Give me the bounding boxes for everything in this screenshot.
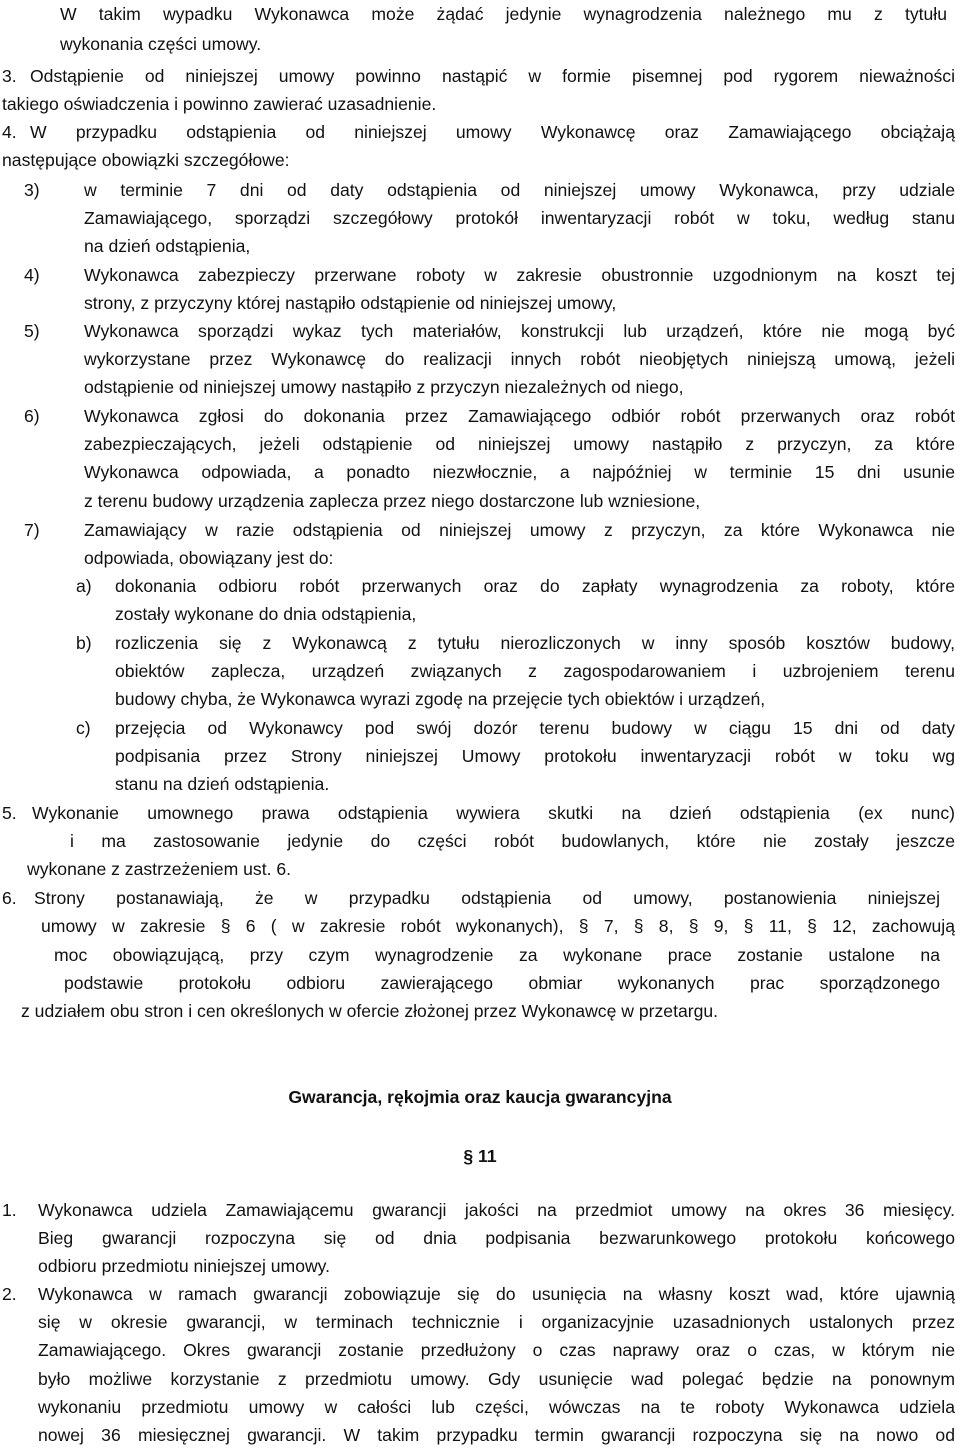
subitem-number: 4) [24, 265, 40, 285]
text-line: w terminie 7 dni od daty odstąpienia od niniejszej umowy Wykonawca, przy udziale [84, 180, 955, 200]
paragraph-4 [30, 118, 955, 146]
text-line: odstąpienie od niniejszej umowy nastąpiło z przyczyn niezależnych od niego, [84, 377, 684, 398]
letter-item-marker: b) [76, 633, 92, 653]
text-line: przejęcia od Wykonawcy pod swój dozór terenu budowy w ciągu 15 dni od daty [115, 718, 955, 738]
item-number: 5. [2, 803, 17, 823]
letter-item-marker: c) [76, 718, 91, 738]
text-line: stanu na dzień odstąpienia. [115, 774, 330, 795]
guarantee-paragraph-2 [38, 1280, 955, 1449]
text-line: z terenu budowy urządzenia zaplecza przez niego dostarczone lub wzniesione, [84, 490, 701, 511]
text-line: obiektów zaplecza, urządzeń związanych z zagospodarowaniem i uzbrojeniem terenu [115, 661, 955, 682]
text-line: Wykonawca udziela Zamawiającemu gwarancji jakości na przedmiot umowy na okres 36 miesięcy. [38, 1200, 955, 1220]
text-line: W przypadku odstąpienia od niniejszej umowy Wykonawcę oraz Zamawiającego obciążają [30, 122, 955, 142]
item-number: 6. [2, 888, 17, 908]
text-line: na dzień odstąpienia, [84, 236, 251, 257]
paragraph-3 [30, 62, 955, 90]
paragraph-6-l2 [41, 912, 955, 940]
paragraph-6 [34, 884, 940, 912]
text-line: i ma zastosowanie jedynie do części robót budowlanych, które nie zostały jeszcze [70, 831, 955, 851]
paragraph-4-end [2, 146, 927, 174]
paragraph-5-mid [70, 827, 955, 855]
subitem-3 [84, 176, 955, 261]
text-line: Zamawiającego, sporządzi szczegółowy protokół inwentaryzacji robót w toku, według stanu [84, 208, 955, 229]
text-line: wykonane z zastrzeżeniem ust. 6. [27, 859, 292, 879]
letter-item-a [115, 572, 955, 628]
subitem-number: 5) [24, 321, 40, 341]
text-line: nowej 36 miesięcznej gwarancji. W takim przypadku termin gwarancji rozpoczyna się na nowo od [38, 1425, 955, 1446]
text-line: się w okresie gwarancji, w terminach technicznie i organizacyjnie uzasadnionych ustalonych przez [38, 1312, 955, 1333]
paragraph-6-l4 [64, 969, 940, 997]
text-line: z udziałem obu stron i cen określonych w ofercie złożonej przez Wykonawcę w przetargu. [21, 1001, 719, 1021]
text-line: takiego oświadczenia i powinno zawierać uzasadnienie. [2, 94, 437, 114]
text-line: umowy w zakresie § 6 ( w zakresie robót wykonanych), § 7, § 8, § 9, § 11, § 12, zachowują [41, 916, 955, 936]
text-line: Zamawiający w razie odstąpienia od niniejszej umowy z przyczyn, za które Wykonawca nie [84, 520, 955, 540]
item-number: 1. [2, 1200, 17, 1220]
text-line: wykonania części umowy. [60, 34, 262, 54]
text-line: następujące obowiązki szczegółowe: [2, 150, 290, 170]
paragraph-3-end [2, 90, 927, 118]
paragraph-6-end [21, 997, 951, 1025]
paragraph-5-end [27, 855, 927, 883]
text-line: Wykonawca zabezpieczy przerwane roboty w zakresie obustronnie uzgodnionym na koszt tej [84, 265, 955, 285]
text-line: dokonania odbioru robót przerwanych oraz do zapłaty wynagrodzenia za roboty, które [115, 576, 955, 596]
paragraph-continuation [60, 0, 947, 28]
text-line: Odstąpienie od niniejszej umowy powinno nastąpić w formie pisemnej pod rygorem nieważności [30, 66, 955, 86]
subitem-5 [84, 317, 955, 402]
text-line: strony, z przyczyny której nastąpiło odstąpienie od niniejszej umowy, [84, 293, 617, 314]
subitem-7 [84, 516, 955, 572]
item-number: 4. [2, 122, 17, 142]
letter-item-b [115, 629, 955, 714]
paragraph-continuation-end [60, 30, 947, 58]
subitem-number: 6) [24, 406, 40, 426]
text-line: Wykonawca w ramach gwarancji zobowiązuje się do usunięcia na własny koszt wad, które ujawnią [38, 1284, 955, 1304]
item-number: 3. [2, 66, 17, 86]
item-number: 2. [2, 1284, 17, 1304]
subitem-4 [84, 261, 955, 317]
paragraph-6-l3 [54, 941, 940, 969]
text-line: Strony postanawiają, że w przypadku odstąpienia od umowy, postanowienia niniejszej [34, 888, 940, 908]
text-line: W takim wypadku Wykonawca może żądać jedynie wynagrodzenia należnego mu z tytułu [60, 4, 947, 24]
section-number: § 11 [463, 1146, 497, 1166]
text-line: podpisania przez Strony niniejszej Umowy protokołu inwentaryzacji robót w toku wg [115, 746, 955, 767]
text-line: odpowiada, obowiązany jest do: [84, 548, 334, 569]
text-line: Wykonawca sporządzi wykaz tych materiałów, konstrukcji lub urządzeń, które nie mogą być [84, 321, 955, 341]
text-line: Bieg gwarancji rozpoczyna się od dnia podpisania bezwarunkowego protokołu końcowego [38, 1228, 955, 1249]
text-line: Zamawiającego. Okres gwarancji zostanie przedłużony o czas naprawy oraz o czas, w którym nie [38, 1340, 955, 1361]
text-line: moc obowiązującą, przy czym wynagrodzenie za wykonane prace zostanie ustalone na [54, 945, 940, 965]
text-line: zabezpieczających, jeżeli odstąpienie od niniejszej umowy nastąpiło z przyczyn, za które [84, 434, 955, 455]
subitem-number: 3) [24, 180, 40, 200]
text-line: Wykonawca odpowiada, a ponadto niezwłocznie, a najpóźniej w terminie 15 dni usunie [84, 462, 955, 483]
text-line: zostały wykonane do dnia odstąpienia, [115, 604, 417, 625]
text-line: wykorzystane przez Wykonawcę do realizacji innych robót nieobjętych niniejszą umową, jeżeli [84, 349, 955, 370]
text-line: podstawie protokołu odbioru zawierającego obmiar wykonanych prac sporządzonego [64, 973, 940, 993]
section-title: Gwarancja, rękojmia oraz kaucja gwarancyjna [288, 1087, 672, 1107]
text-line: wykonaniu przedmiotu umowy w całości lub części, wówczas na te roboty Wykonawca udziela [38, 1396, 955, 1417]
letter-item-c [115, 714, 955, 799]
text-line: rozliczenia się z Wykonawcą z tytułu nierozliczonych w inny sposób kosztów budowy, [115, 633, 955, 653]
text-line: budowy chyba, że Wykonawca wyrazi zgodę na przejęcie tych obiektów i urządzeń, [115, 689, 766, 710]
paragraph-5 [32, 799, 955, 827]
guarantee-paragraph-1 [38, 1196, 955, 1281]
text-line: było możliwe korzystanie z przedmiotu umowy. Gdy usunięcie wad polegać będzie na ponownym [38, 1368, 955, 1389]
subitem-6 [84, 402, 955, 515]
letter-item-marker: a) [76, 576, 92, 596]
text-line: odbioru przedmiotu niniejszej umowy. [38, 1256, 331, 1277]
subitem-number: 7) [24, 520, 40, 540]
text-line: Wykonanie umownego prawa odstąpienia wywiera skutki na dzień odstąpienia (ex nunc) [32, 803, 955, 823]
text-line: Wykonawca zgłosi do dokonania przez Zamawiającego odbiór robót przerwanych oraz robót [84, 406, 955, 426]
